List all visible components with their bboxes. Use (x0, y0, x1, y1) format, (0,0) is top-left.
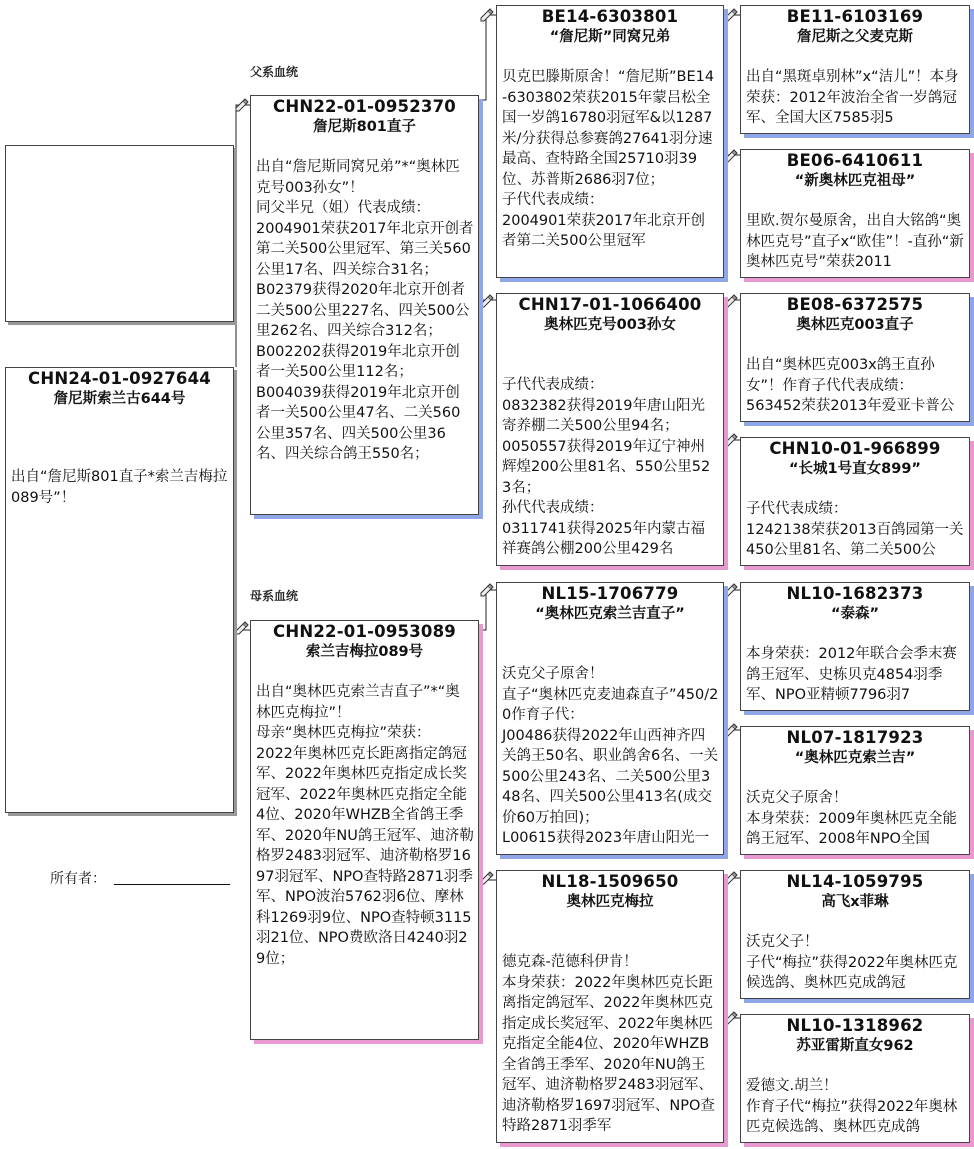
grandsire-paternal-card[interactable] (496, 5, 724, 278)
pigeon-description: 贝克巴滕斯原舍！“詹尼斯”BE14-6303802荣获2015年蒙吕松全国一岁鸽16780羽冠军&以1287米/分获得总参赛鸽27641羽分速最高、查特路全国25710羽39位、苏普斯2686羽7位； 子代代表成绩： 2004901荣获2017年北京开创者第二关500公里冠军 (502, 69, 715, 249)
edit-pencil-icon[interactable] (479, 582, 495, 598)
pigeon-name: 索兰吉梅拉089号 (305, 644, 424, 660)
ring-number: NL18-1509650 (541, 872, 679, 891)
pigeon-name: 奥林匹克号003孙女 (544, 317, 676, 333)
granddam-paternal-card[interactable] (496, 293, 724, 566)
ring-number: CHN17-01-1066400 (518, 295, 702, 314)
pigeon-description: 出自“奥林匹克索兰吉直子”*“奥林匹克梅拉”！ 母亲“奥林匹克梅拉”荣获： 2022年奥林匹克长距离指定鸽冠军、2022年奥林匹克指定成长奖冠军、2022年奥林匹克指定全能4位、2020年WHZB全省鸽王季军、2020年NU鸽王冠军、迪济勒格罗2483羽冠军、迪济勒格罗1697羽冠军、NPO查特路2871羽季军、NPO波治5762羽6位、摩林科1269羽9位、NPO查特顿3115羽21位、NPO费欧洛日4240羽29位； (256, 684, 474, 967)
pigeon-name: 高飞x菲琳 (821, 894, 889, 910)
pigeon-description: 出自“黑斑卓别林”x“洁儿”！本身荣获：2012年波治全省一岁鸽冠军、全国大区7585羽5 (746, 69, 959, 126)
pigeon-description: 里欧.贺尔曼原舍，出自大铭鸽“奥林匹克号”直子x“欧佳”！-直孙“新奥林匹克号”荣获2011 (746, 213, 964, 270)
ring-number: NL07-1817923 (786, 728, 924, 747)
pigeon-name: “泰森” (830, 606, 880, 622)
edit-pencil-icon[interactable] (723, 148, 739, 164)
sire-card[interactable] (250, 95, 479, 515)
pigeon-description: 德克森-范德科伊肯！ 本身荣获：2022年奥林匹克长距离指定鸽冠军、2022年奥林匹克指定成长奖冠军、2022年奥林匹克指定全能4位、2020年WHZB全省鸽王季军、2020年NU鸽王冠军、迪济勒格罗2483羽冠军、迪济勒格罗1697羽冠军、NPO查特路2871羽季军 (502, 954, 715, 1134)
edit-pencil-icon[interactable] (234, 620, 250, 636)
ring-number: CHN22-01-0952370 (273, 97, 456, 116)
ancestor-card-4[interactable] (740, 437, 970, 566)
pigeon-description: 子代代表成绩： 1242138荣获2013百鸽园第一关450公里81名、第二关500公 (746, 501, 964, 558)
subject-pigeon-card[interactable] (5, 367, 234, 813)
pigeon-description: 爱德文.胡兰！ 作育子代“梅拉”获得2022年奥林匹克候选鸽、奥林匹克成鸽 (746, 1078, 958, 1135)
pigeon-description: 出自“奥林匹克003x鸽王直孙女”！作育子代代表成绩： 563452荣获2013年爱亚卡普公 (746, 357, 955, 414)
pigeon-name: “新奥林匹克祖母” (794, 173, 916, 189)
edit-pencil-icon[interactable] (723, 870, 739, 886)
ring-number: NL10-1682373 (786, 584, 924, 603)
ring-number: BE14-6303801 (541, 7, 679, 26)
ancestor-card-6[interactable] (740, 726, 970, 855)
pigeon-photo-placeholder (5, 145, 234, 322)
pigeon-name: “詹尼斯”同窝兄弟 (549, 29, 671, 45)
edit-pencil-icon[interactable] (723, 722, 739, 738)
pigeon-name: 苏亚雷斯直女962 (796, 1038, 914, 1054)
pigeon-description: 本身荣获：2012年联合会季末赛鸽王冠军、史栋贝克4854羽季军、NPO亚精顿7796羽7 (746, 646, 957, 703)
edit-pencil-icon[interactable] (479, 293, 495, 309)
owner-label: 所有者： (50, 871, 106, 887)
ancestor-card-3[interactable] (740, 293, 970, 422)
ring-number: BE08-6372575 (786, 295, 924, 314)
edit-pencil-icon[interactable] (723, 7, 739, 23)
ring-number: NL15-1706779 (541, 584, 679, 603)
edit-pencil-icon[interactable] (723, 293, 739, 309)
pigeon-description: 沃克父子原舍！ 直子“奥林匹克麦迪森直子”450/20作育子代： J00486获得2022年山西神齐四关鸽王50名、职业鸽舍6名、一关500公里243名、二关500公里348名、四关500公里413名(成交价60万拍回)； L00615获得2023年唐山阳光一 (502, 666, 719, 846)
ring-number: CHN24-01-0927644 (28, 369, 211, 388)
maternal-line-label: 母系血统 (250, 589, 299, 603)
ancestor-card-5[interactable] (740, 582, 970, 711)
granddam-maternal-card[interactable] (496, 870, 724, 1143)
ancestor-card-2[interactable] (740, 149, 970, 278)
dam-card[interactable] (250, 620, 479, 1040)
pigeon-name: 奥林匹克梅拉 (566, 894, 654, 910)
edit-pencil-icon[interactable] (723, 1010, 739, 1026)
ring-number: CHN10-01-966899 (769, 439, 941, 458)
edit-pencil-icon[interactable] (479, 870, 495, 886)
pigeon-name: “奥林匹克索兰吉直子” (535, 606, 685, 622)
grandsire-maternal-card[interactable] (496, 582, 724, 855)
pigeon-description: 子代代表成绩： 0832382获得2019年唐山阳光寄养棚二关500公里94名； 0050557获得2019年辽宁神州辉煌200公里81名、550公里523名； 孙代代表成绩： 0311741获得2025年内蒙古福祥赛鸽公棚200公里429名 (502, 377, 711, 557)
paternal-line-label: 父系血统 (250, 65, 299, 79)
ring-number: NL14-1059795 (786, 872, 924, 891)
pigeon-description: 出自“詹尼斯同窝兄弟”*“奥林匹克号003孙女”！ 同父半兄（姐）代表成绩： 2004901荣获2017年北京开创者第二关500公里冠军、第三关560公里17名、四关综合31名； B02379获得2020年北京开创者二关500公里227名、四关500公里262名、四关综合312名； B002202获得2019年北京开创者一关500公里112名； B004039获得2019年北京开创者一关500公里47名、二关560公里357名、四关500公里36名、四关综合鸽王550名； (256, 159, 474, 462)
ring-number: NL10-1318962 (786, 1016, 924, 1035)
ring-number: CHN22-01-0953089 (273, 622, 456, 641)
pigeon-description: 出自“詹尼斯801直子*索兰吉梅拉089号”！ (11, 469, 228, 506)
pigeon-name: 詹尼斯之父麦克斯 (797, 29, 913, 45)
pigeon-description: 沃克父子原舍！ 本身荣获：2009年奥林匹克全能鸽王冠军、2008年NPO全国 (746, 790, 957, 847)
pigeon-name: 詹尼斯索兰古644号 (53, 391, 186, 407)
edit-pencil-icon[interactable] (723, 432, 739, 448)
owner-input-line[interactable] (114, 884, 230, 885)
ring-number: BE06-6410611 (786, 151, 924, 170)
edit-pencil-icon[interactable] (234, 97, 250, 113)
pigeon-name: 奥林匹克003直子 (796, 317, 914, 333)
ancestor-card-1[interactable] (740, 5, 970, 134)
pigeon-name: “长城1号直女899” (789, 461, 921, 477)
pigeon-name: 詹尼斯801直子 (313, 119, 416, 135)
ring-number: BE11-6103169 (786, 7, 924, 26)
pigeon-description: 沃克父子！ 子代“梅拉”获得2022年奥林匹克候选鸽、奥林匹克成鸽冠 (746, 934, 958, 991)
pigeon-name: “奥林匹克索兰吉” (794, 750, 916, 766)
edit-pencil-icon[interactable] (723, 582, 739, 598)
ancestor-card-7[interactable] (740, 870, 970, 999)
ancestor-card-8[interactable] (740, 1014, 970, 1143)
edit-pencil-icon[interactable] (479, 7, 495, 23)
